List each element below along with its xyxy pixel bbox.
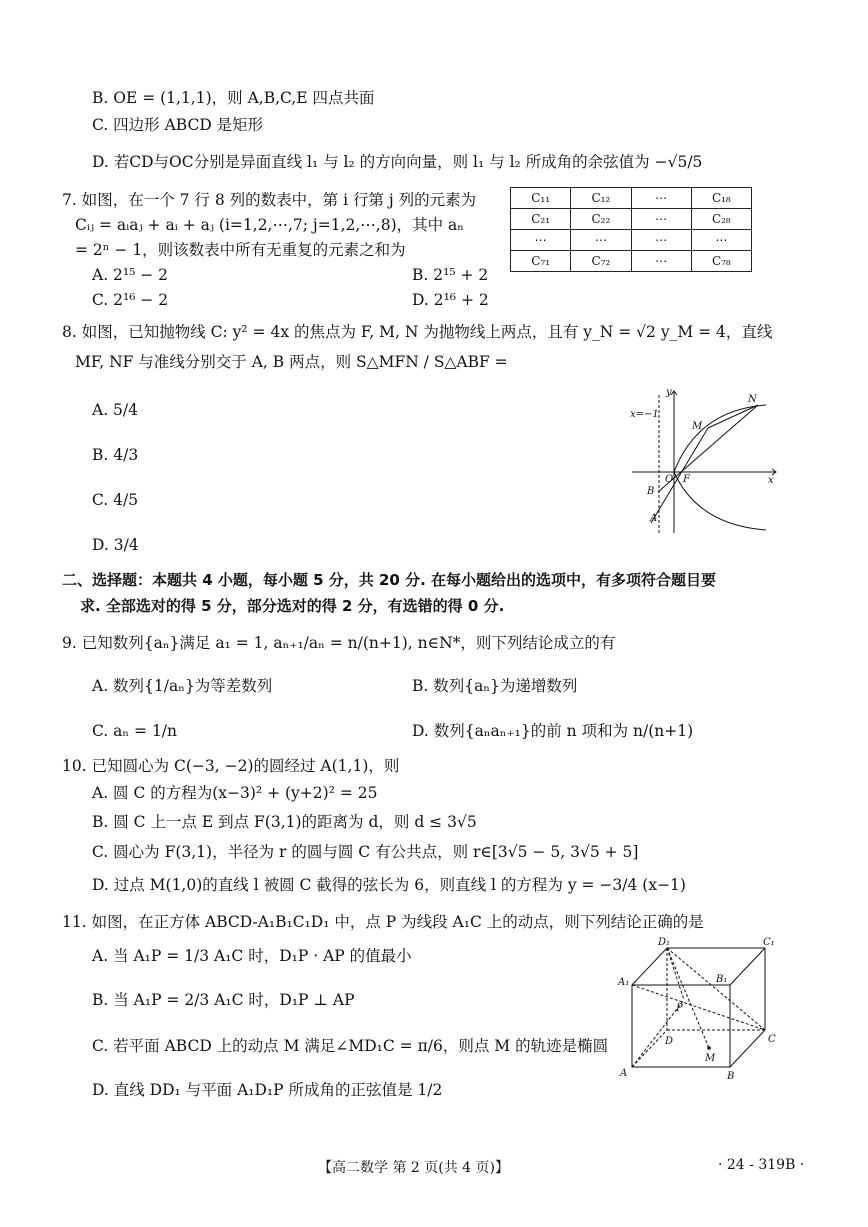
section-2-heading-line1: 二、选择题：本题共 4 小题，每小题 5 分，共 20 分. 在每小题给出的选项中，有多项符合题目要 [62, 571, 717, 589]
q9-option-c: C. aₙ = 1/n [92, 722, 178, 740]
parabola-curve [674, 405, 766, 530]
label-m: M [692, 421, 703, 432]
label-m: M [705, 1053, 716, 1064]
label-o: O [665, 474, 674, 485]
label-b1: B₁ [716, 974, 728, 985]
table-row [511, 188, 752, 209]
q11-stem: 11. 如图，在正方体 ABCD-A₁B₁C₁D₁ 中，点 P 为线段 A₁C 上的动点，则下列结论正确的是 [62, 913, 704, 931]
label-c1: C₁ [763, 937, 775, 948]
segment-d1-c [667, 948, 765, 1030]
q10-option-c: C. 圆心为 F(3,1)，半径为 r 的圆与圆 C 有公共点，则 r∈[3√5 − 5, 3√5 + 5] [92, 843, 639, 861]
q10-option-b: B. 圆 C 上一点 E 到点 F(3,1)的距离为 d，则 d ≤ 3√5 [92, 813, 477, 831]
q7-stem-line2: Cᵢⱼ = aᵢaⱼ + aᵢ + aⱼ (i=1,2,⋯,7; j=1,2,⋯,8)，其中 aₙ [75, 216, 464, 234]
q8-option-c: C. 4/5 [92, 491, 139, 509]
edge-b-c [730, 1030, 765, 1067]
table-row [511, 251, 752, 272]
q8-stem-line1: 8. 如图，已知抛物线 C: y² = 4x 的焦点为 F, M, N 为抛物线上两点，且有 y_N = √2 y_M = 4，直线 [62, 323, 773, 341]
q7-stem-line3: = 2ⁿ − 1，则该数表中所有无重复的元素之和为 [75, 241, 406, 259]
q7-option-d: D. 2¹⁶ + 2 [412, 291, 489, 309]
table-cell: ⋯ [511, 230, 571, 251]
table-cell: ⋯ [571, 230, 631, 251]
q8-option-b: B. 4/3 [92, 446, 139, 464]
table-cell: ⋯ [631, 188, 691, 209]
table-cell: C₁₈ [691, 188, 751, 209]
q7-stem-line1: 7. 如图，在一个 7 行 8 列的数表中，第 i 行第 j 列的元素为 [62, 191, 477, 209]
q11-option-b: B. 当 A₁P = 2/3 A₁C 时，D₁P ⊥ AP [92, 991, 355, 1009]
q8-parabola-figure [628, 385, 780, 535]
table-cell: C₂₁ [511, 209, 571, 230]
table-cell: C₂₈ [691, 209, 751, 230]
q10-option-d: D. 过点 M(1,0)的直线 l 被圆 C 截得的弦长为 6，则直线 l 的方程为 y = −3/4 (x−1) [92, 876, 686, 894]
cube-front-face [632, 985, 730, 1067]
table-cell: C₇₁ [511, 251, 571, 272]
q11-cube-figure [612, 930, 786, 1082]
q6-option-d: D. 若CD与OC分别是异面直线 l₁ 与 l₂ 的方向向量，则 l₁ 与 l₂ 所成角的余弦值为 −√5/5 [92, 153, 703, 171]
q10-stem: 10. 已知圆心为 C(−3, −2)的圆经过 A(1,1)，则 [62, 757, 400, 775]
q9-stem: 9. 已知数列{aₙ}满足 a₁ = 1, aₙ₊₁/aₙ = n/(n+1), n∈N*，则下列结论成立的有 [62, 634, 616, 652]
edge-b1-c1 [730, 948, 765, 985]
label-a1: A₁ [618, 977, 630, 988]
label-x: x [768, 475, 774, 486]
label-b: B [647, 486, 655, 497]
segment-d1-p [667, 948, 684, 1000]
q11-option-d: D. 直线 DD₁ 与平面 A₁D₁P 所成角的正弦值是 1/2 [92, 1081, 443, 1099]
q7-option-c: C. 2¹⁶ − 2 [92, 291, 169, 309]
label-y: y [666, 387, 672, 398]
q9-option-a: A. 数列{1/aₙ}为等差数列 [92, 677, 273, 695]
label-b: B [727, 1071, 735, 1082]
q6-option-c: C. 四边形 ABCD 是矩形 [92, 116, 264, 134]
q8-option-a: A. 5/4 [92, 401, 138, 419]
table-cell: ⋯ [631, 251, 691, 272]
segment-d1-m [667, 948, 709, 1048]
table-cell: ⋯ [691, 230, 751, 251]
table-cell: C₁₁ [511, 188, 571, 209]
table-cell: C₇₂ [571, 251, 631, 272]
section-2-heading-line2: 求. 全部选对的得 5 分，部分选对的得 2 分，有选错的得 0 分. [80, 597, 505, 615]
q9-option-b: B. 数列{aₙ}为递增数列 [412, 677, 578, 695]
label-d: D [665, 1036, 674, 1047]
table-cell: C₁₂ [571, 188, 631, 209]
table-cell: ⋯ [631, 230, 691, 251]
table-row [511, 209, 752, 230]
table-cell: ⋯ [631, 209, 691, 230]
label-c: C [768, 1034, 776, 1045]
point-m-dot [707, 1046, 711, 1050]
footer-code: · 24 - 319B · [718, 1157, 805, 1173]
label-a: A [650, 513, 658, 524]
label-directrix: x=−1 [630, 409, 659, 420]
q9-option-d: D. 数列{aₙaₙ₊₁}的前 n 项和为 n/(n+1) [412, 722, 694, 740]
label-d1: D₁ [658, 937, 671, 948]
edge-a1-d1 [632, 948, 667, 985]
q8-option-d: D. 3/4 [92, 536, 139, 554]
q7-number-table [510, 187, 752, 272]
table-row [511, 230, 752, 251]
label-p: P [676, 1003, 683, 1014]
edge-a-d [632, 1030, 667, 1067]
segment-mn [708, 405, 758, 428]
label-a: A [620, 1068, 628, 1079]
table-cell: C₇₈ [691, 251, 751, 272]
q8-stem-line2: MF, NF 与准线分别交于 A, B 两点，则 S△MFN / S△ABF = [75, 353, 508, 371]
q10-option-a: A. 圆 C 的方程为(x−3)² + (y+2)² = 25 [92, 784, 378, 802]
table-cell: C₂₂ [571, 209, 631, 230]
label-f: F [683, 474, 690, 485]
q7-option-a: A. 2¹⁵ − 2 [92, 266, 169, 284]
label-n: N [748, 394, 757, 405]
q11-option-c: C. 若平面 ABCD 上的动点 M 满足∠MD₁C = π/6，则点 M 的轨迹是椭圆 [92, 1037, 609, 1055]
footer-page-info: 【高二数学 第 2 页(共 4 页)】 [318, 1160, 509, 1176]
q11-option-a: A. 当 A₁P = 1/3 A₁C 时，D₁P · AP 的值最小 [92, 947, 412, 965]
q7-option-b: B. 2¹⁵ + 2 [412, 266, 489, 284]
line-mf [651, 428, 708, 523]
q6-option-b: B. OE = (1,1,1)，则 A,B,C,E 四点共面 [92, 89, 375, 107]
